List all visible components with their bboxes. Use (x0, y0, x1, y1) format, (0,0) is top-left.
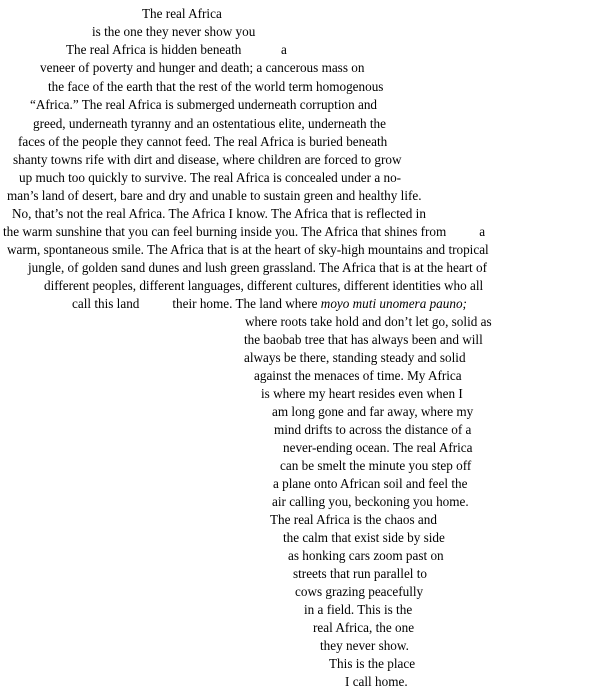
poem-line-22: is where my heart resides even when I (261, 386, 463, 401)
poem-line-17 (72, 296, 467, 312)
poem-line-15: jungle, of golden sand dunes and lush green grassland. The Africa that is at the heart of (28, 260, 487, 275)
poem-line-03: The real Africa is hidden beneath a (66, 42, 287, 57)
poem-line-19: the baobab tree that has always been and will (244, 332, 483, 347)
poem-line-13: the warm sunshine that you can feel burning inside you. The Africa that shines from a (3, 224, 486, 239)
shona-phrase: moyo muti unomera pauno; (320, 296, 467, 311)
poem-line-33: cows grazing peacefully (295, 584, 424, 599)
poem-line-28: air calling you, beckoning you home. (272, 494, 469, 509)
poem-line-16: different peoples, different languages, different cultures, different identities who all (44, 278, 484, 293)
poem-line-23: am long gone and far away, where my (272, 404, 474, 419)
poem-line-21: against the menaces of time. My Africa (254, 368, 462, 383)
poem-line-32: streets that run parallel to (293, 566, 428, 581)
poem-line-07: greed, underneath tyranny and an ostentatious elite, underneath the (33, 116, 387, 131)
poem-line-34: in a field. This is the (304, 602, 413, 617)
poem-line-31: as honking cars zoom past on (288, 548, 444, 563)
poem-line-36: they never show. (320, 638, 409, 653)
poem-line-14: warm, spontaneous smile. The Africa that is at the heart of sky-high mountains and tropical (7, 242, 489, 257)
poem-line-02: is the one they never show you (92, 24, 256, 39)
poem-line-25: never-ending ocean. The real Africa (283, 440, 473, 455)
poem-line-06: “Africa.” The real Africa is submerged underneath corruption and (30, 97, 378, 112)
poem-line-05: the face of the earth that the rest of the world term homogenous (48, 79, 384, 94)
poem-line-17-text: call this land their home. The land where (72, 296, 321, 311)
poem-line-29: The real Africa is the chaos and (270, 512, 437, 527)
poem-line-04: veneer of poverty and hunger and death; a cancerous mass on (40, 60, 365, 75)
poem-line-12: No, that’s not the real Africa. The Africa I know. The Africa that is reflected in (12, 206, 426, 221)
poem-line-30: the calm that exist side by side (283, 530, 445, 545)
poem-line-20: always be there, standing steady and solid (244, 350, 466, 365)
poem-line-37: This is the place (329, 656, 416, 671)
poem-line-27: a plane onto African soil and feel the (273, 476, 468, 491)
poem-line-01: The real Africa (142, 6, 222, 21)
poem-line-26: can be smelt the minute you step off (280, 458, 472, 473)
poem-line-35: real Africa, the one (313, 620, 415, 635)
poem-line-11: man’s land of desert, bare and dry and unable to sustain green and healthy life. (7, 188, 422, 203)
poem-line-38: I call home. (345, 674, 408, 689)
poem-line-18: where roots take hold and don’t let go, solid as (245, 314, 492, 329)
poem-line-09: shanty towns rife with dirt and disease, where children are forced to grow (13, 152, 402, 167)
poem-line-24: mind drifts to across the distance of a (274, 422, 472, 437)
poem-line-08: faces of the people they cannot feed. The real Africa is buried beneath (18, 134, 388, 149)
poem-line-10: up much too quickly to survive. The real Africa is concealed under a no- (19, 170, 402, 185)
